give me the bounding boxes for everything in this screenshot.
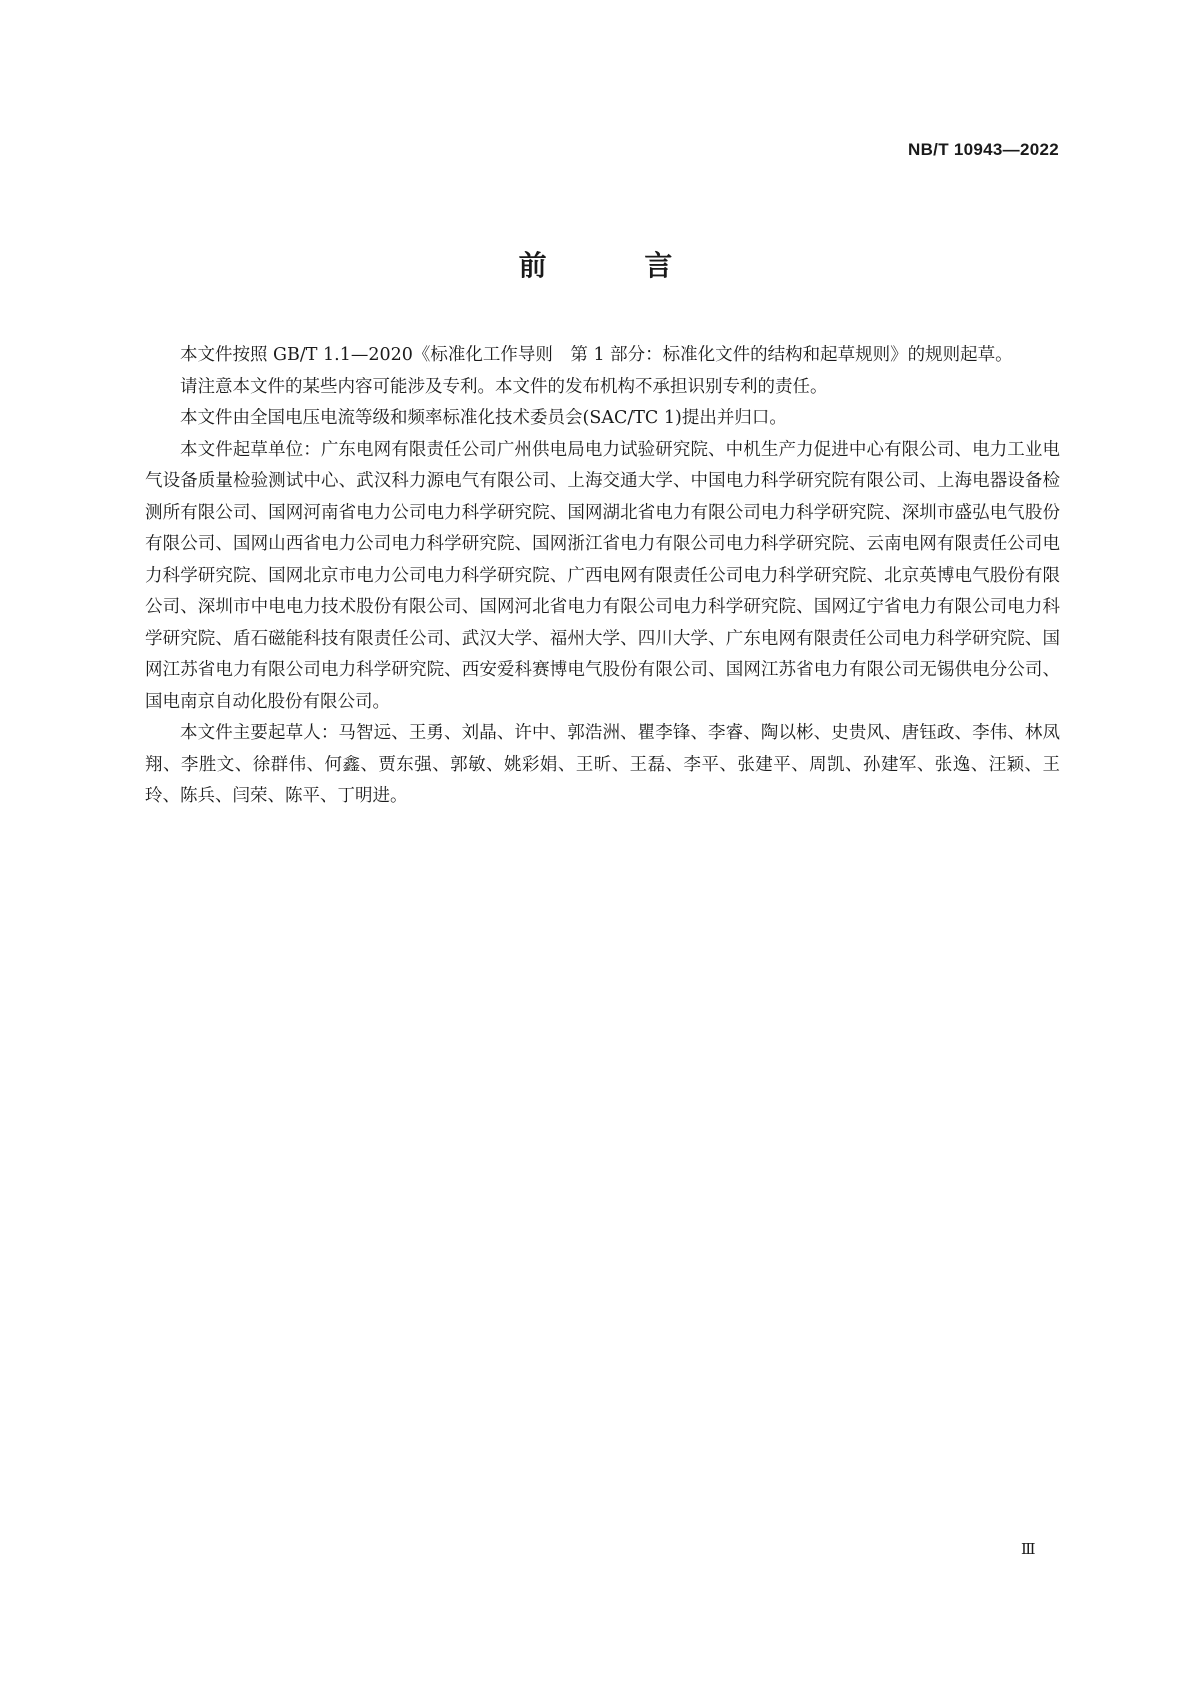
page-title: 前 言 — [518, 249, 717, 282]
paragraph-proposer: 本文件由全国电压电流等级和频率标准化技术委员会(SAC/TC 1)提出并归口。 — [180, 408, 787, 428]
page-number: Ⅲ — [1021, 1540, 1036, 1558]
paragraph-drafting-organizations: 本文件起草单位：广东电网有限责任公司广州供电局电力试验研究院、中机生产力促进中心有限公司、电力工业电气设备质量检验测试中心、武汉科力源电气有限公司、上海交通大学、中国电力科学研究院有限公司、上海电器设备检测所有限公司、国网河南省电力公司电力科学研究院、国网湖北省电力有限公司电力科学研究院、深圳市盛弘电气股份有限公司、国网山西省电力公司电力科学研究院、国网浙江省电力有限公司电力科学研究院、云南电网有限责任公司电力科学研究院、国网北京市电力公司电力科学研究院、广西电网有限责任公司电力科学研究院、北京英博电气股份有限公司、深圳市中电电力技术股份有限公司、国网河北省电力有限公司电力科学研究院、国网辽宁省电力有限公司电力科学研究院、盾石磁能科技有限责任公司、武汉大学、福州大学、四川大学、广东电网有限责任公司电力科学研究院、国网江苏省电力有限公司电力科学研究院、西安爱科赛博电气股份有限公司、国网江苏省电力有限公司无锡供电分公司、国电南京自动化股份有限公司。 — [145, 439, 1060, 712]
standard-code: NB/T 10943—2022 — [908, 140, 1059, 159]
paragraph-drafters: 本文件主要起草人：马智远、王勇、刘晶、许中、郭浩洲、瞿李锋、李睿、陶以彬、史贵风、唐钰政、李伟、林凤翔、李胜文、徐群伟、何鑫、贾东强、郭敏、姚彩娟、王昕、王磊、李平、张建平、周凯、孙建军、张逸、汪颖、王玲、陈兵、闫荣、陈平、丁明进。 — [145, 723, 1060, 806]
paragraph-patent-notice: 请注意本文件的某些内容可能涉及专利。本文件的发布机构不承担识别专利的责任。 — [180, 376, 828, 397]
paragraph-drafting-rules: 本文件按照 GB/T 1.1—2020《标准化工作导则 第 1 部分：标准化文件的结构和起草规则》的规则起草。 — [180, 345, 1013, 365]
document-body — [145, 340, 1060, 813]
